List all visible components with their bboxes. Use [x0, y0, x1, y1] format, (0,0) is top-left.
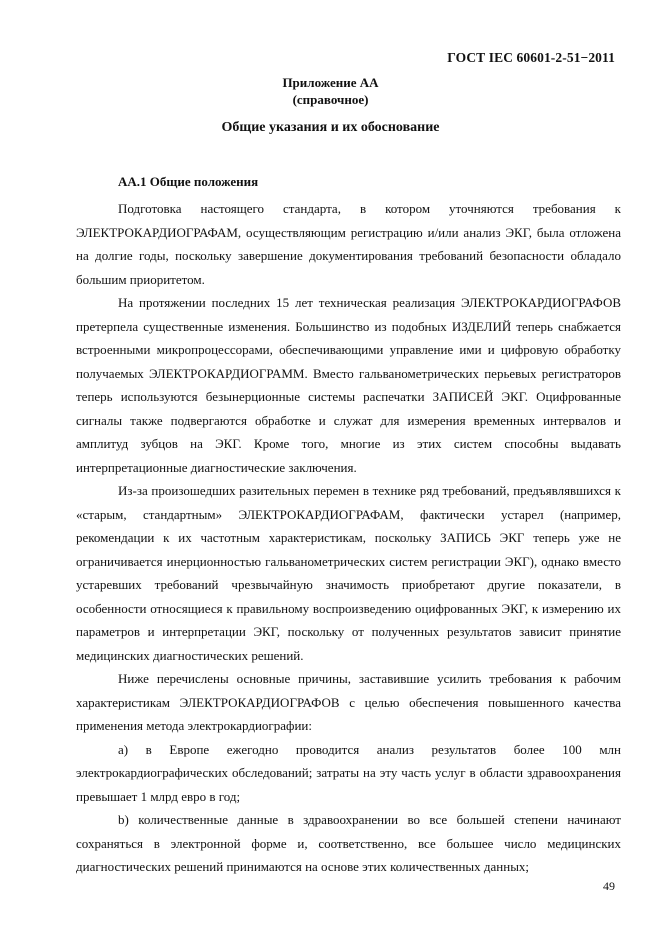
subsection-title: АА.1 Общие положения — [118, 174, 259, 189]
section-title: Общие указания и их обоснование — [221, 120, 440, 135]
paragraph: Подготовка настоящего стандарта, в котором уточняются требования к ЭЛЕКТРОКАРДИОГРАФАМ, осуществляющим регистрацию и/или анализ ЭКГ, была отложена на долгие годы, поскольку завершение документирования требований безопасности обладало большим приоритетом. — [76, 201, 621, 287]
paragraph: Ниже перечислены основные причины, заставившие усилить требования к рабочим характеристикам ЭЛЕКТРОКАРДИОГРАФОВ с целью обеспечения повышенного качества применения метода электрокардиографии: — [76, 671, 621, 733]
document-code: ГОСТ IEC 60601-2-51−2011 — [447, 50, 615, 65]
annex-heading — [0, 74, 661, 108]
annex-subtitle: (справочное) — [292, 92, 369, 107]
list-item-a: a) в Европе ежегодно проводится анализ результатов более 100 млн электрокардиографических обследований; затраты на эту часть услуг в области здравоохранения превышает 1 млрд евро в год; — [76, 741, 621, 804]
body-text — [76, 197, 621, 879]
paragraph: На протяжении последних 15 лет техническая реализация ЭЛЕКТРОКАРДИОГРАФОВ претерпела существенные изменения. Большинство из подобных ИЗДЕЛИЙ теперь снабжается встроенными микропроцессорами, обеспечивающими управление ими и цифровую обработку получаемых ЭЛЕКТРОКАРДИОГРАММ. Вместо гальванометрических перьевых регистраторов теперь используются безынерционные системы распечатки ЗАПИСЕЙ ЭКГ. Оцифрованные сигналы также подвергаются обработке и служат для измерения временных интервалов и амплитуд зубцов на ЭКГ. Кроме того, многие из этих систем способны выдавать интерпретационные диагностические заключения. — [76, 295, 621, 475]
page-number: 49 — [603, 879, 615, 893]
paragraph: Из-за произошедших разительных перемен в технике ряд требований, предъявлявшихся к «старым, стандартным» ЭЛЕКТРОКАРДИОГРАФАМ, фактически устарел (например, рекомендации к их частотным характеристикам, поскольку ЗАПИСЬ ЭКГ теперь уже не ограничивается инерционностью гальванометрических систем регистрации ЭКГ), однако вместо устаревших требований чрезвычайную значимость приобретают другие показатели, в особенности относящиеся к правильному воспроизведению оцифрованных ЭКГ, к измерению их параметров и интерпретации ЭКГ, поскольку от полученных результатов зависит принятие медицинских диагностических решений. — [76, 483, 621, 663]
annex-title: Приложение АА — [282, 75, 379, 90]
list-item-b: b) количественные данные в здравоохранении во все большей степени начинают сохраняться в электронной форме и, соответственно, все большее число медицинских диагностических решений принимаются на основе этих количественных данных; — [76, 812, 621, 874]
